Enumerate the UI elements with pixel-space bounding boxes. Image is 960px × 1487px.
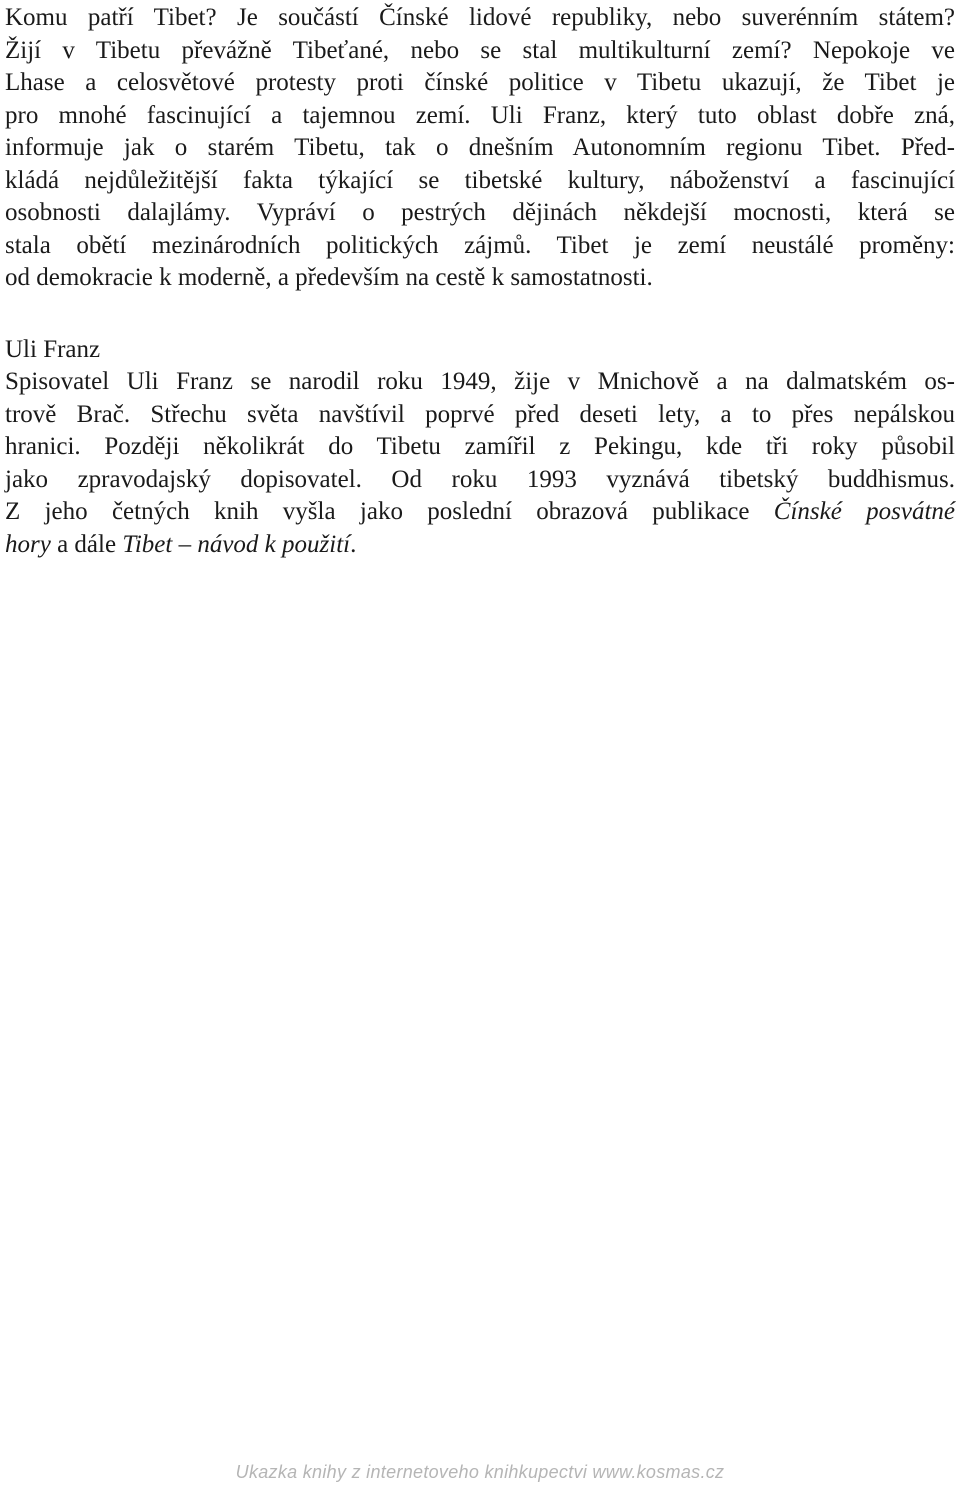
bio-line: jako zpravodajský dopisovatel. Od roku 1993 vyznává tibetský buddhismus. [5,465,955,493]
bio-text: Z jeho četných knih vyšla jako poslední obrazová publikace [5,498,774,525]
intro-line: stala obětí mezinárodních politických zájmů. Tibet je zemí neustálé proměny: [5,231,955,259]
intro-line: Lhase a celosvětové protesty proti čínské politice v Tibetu ukazují, že Tibet je [5,69,955,96]
bio-line: Spisovatel Uli Franz se narodil roku 1949, žije v Mnichově a na dalmatském os- [5,368,955,395]
bio-line: trově Brač. Střechu světa navštívil poprvé před deseti lety, a to přes nepálskou [5,400,955,428]
intro-paragraph [5,2,955,295]
intro-line: informuje jak o starém Tibetu, tak o dnešním Autonomním regionu Tibet. Před- [5,134,955,161]
intro-line: Žijí v Tibetu převážně Tibeťané, nebo se stal multikulturní zemí? Nepokoje ve [5,36,955,64]
bio-line-books [5,496,955,529]
author-bio-paragraph [5,366,955,561]
intro-line: pro mnohé fascinující a tajemnou zemí. Uli Franz, který tuto oblast dobře zná, [5,101,955,129]
author-name: Uli Franz [5,336,101,363]
footer-watermark: Ukazka knihy z internetoveho knihkupectvi www.kosmas.cz [235,1462,725,1482]
bio-text: . [350,530,357,558]
book-title: Čínské posvátné [773,498,956,525]
intro-line: kládá nejdůležitější fakta týkající se tibetské kultury, náboženství a fascinující [5,166,955,194]
intro-line: Komu patří Tibet? Je součástí Čínské lidové republiky, nebo suverénním státem? [5,4,955,31]
intro-line: osobnosti dalajlámy. Vypráví o pestrých dějinách někdejší mocnosti, která se [5,199,955,226]
book-title: hory [5,530,51,558]
bio-text: a dále [50,530,123,558]
bio-line-books-cont [5,529,955,562]
bio-line: hranici. Později několikrát do Tibetu zamířil z Pekingu, kde tři roky působil [5,433,955,460]
author-heading [5,334,955,367]
book-title: Tibet – návod k použití [122,530,351,558]
intro-line: od demokracie k moderně, a především na cestě k samostatnosti. [5,264,653,291]
